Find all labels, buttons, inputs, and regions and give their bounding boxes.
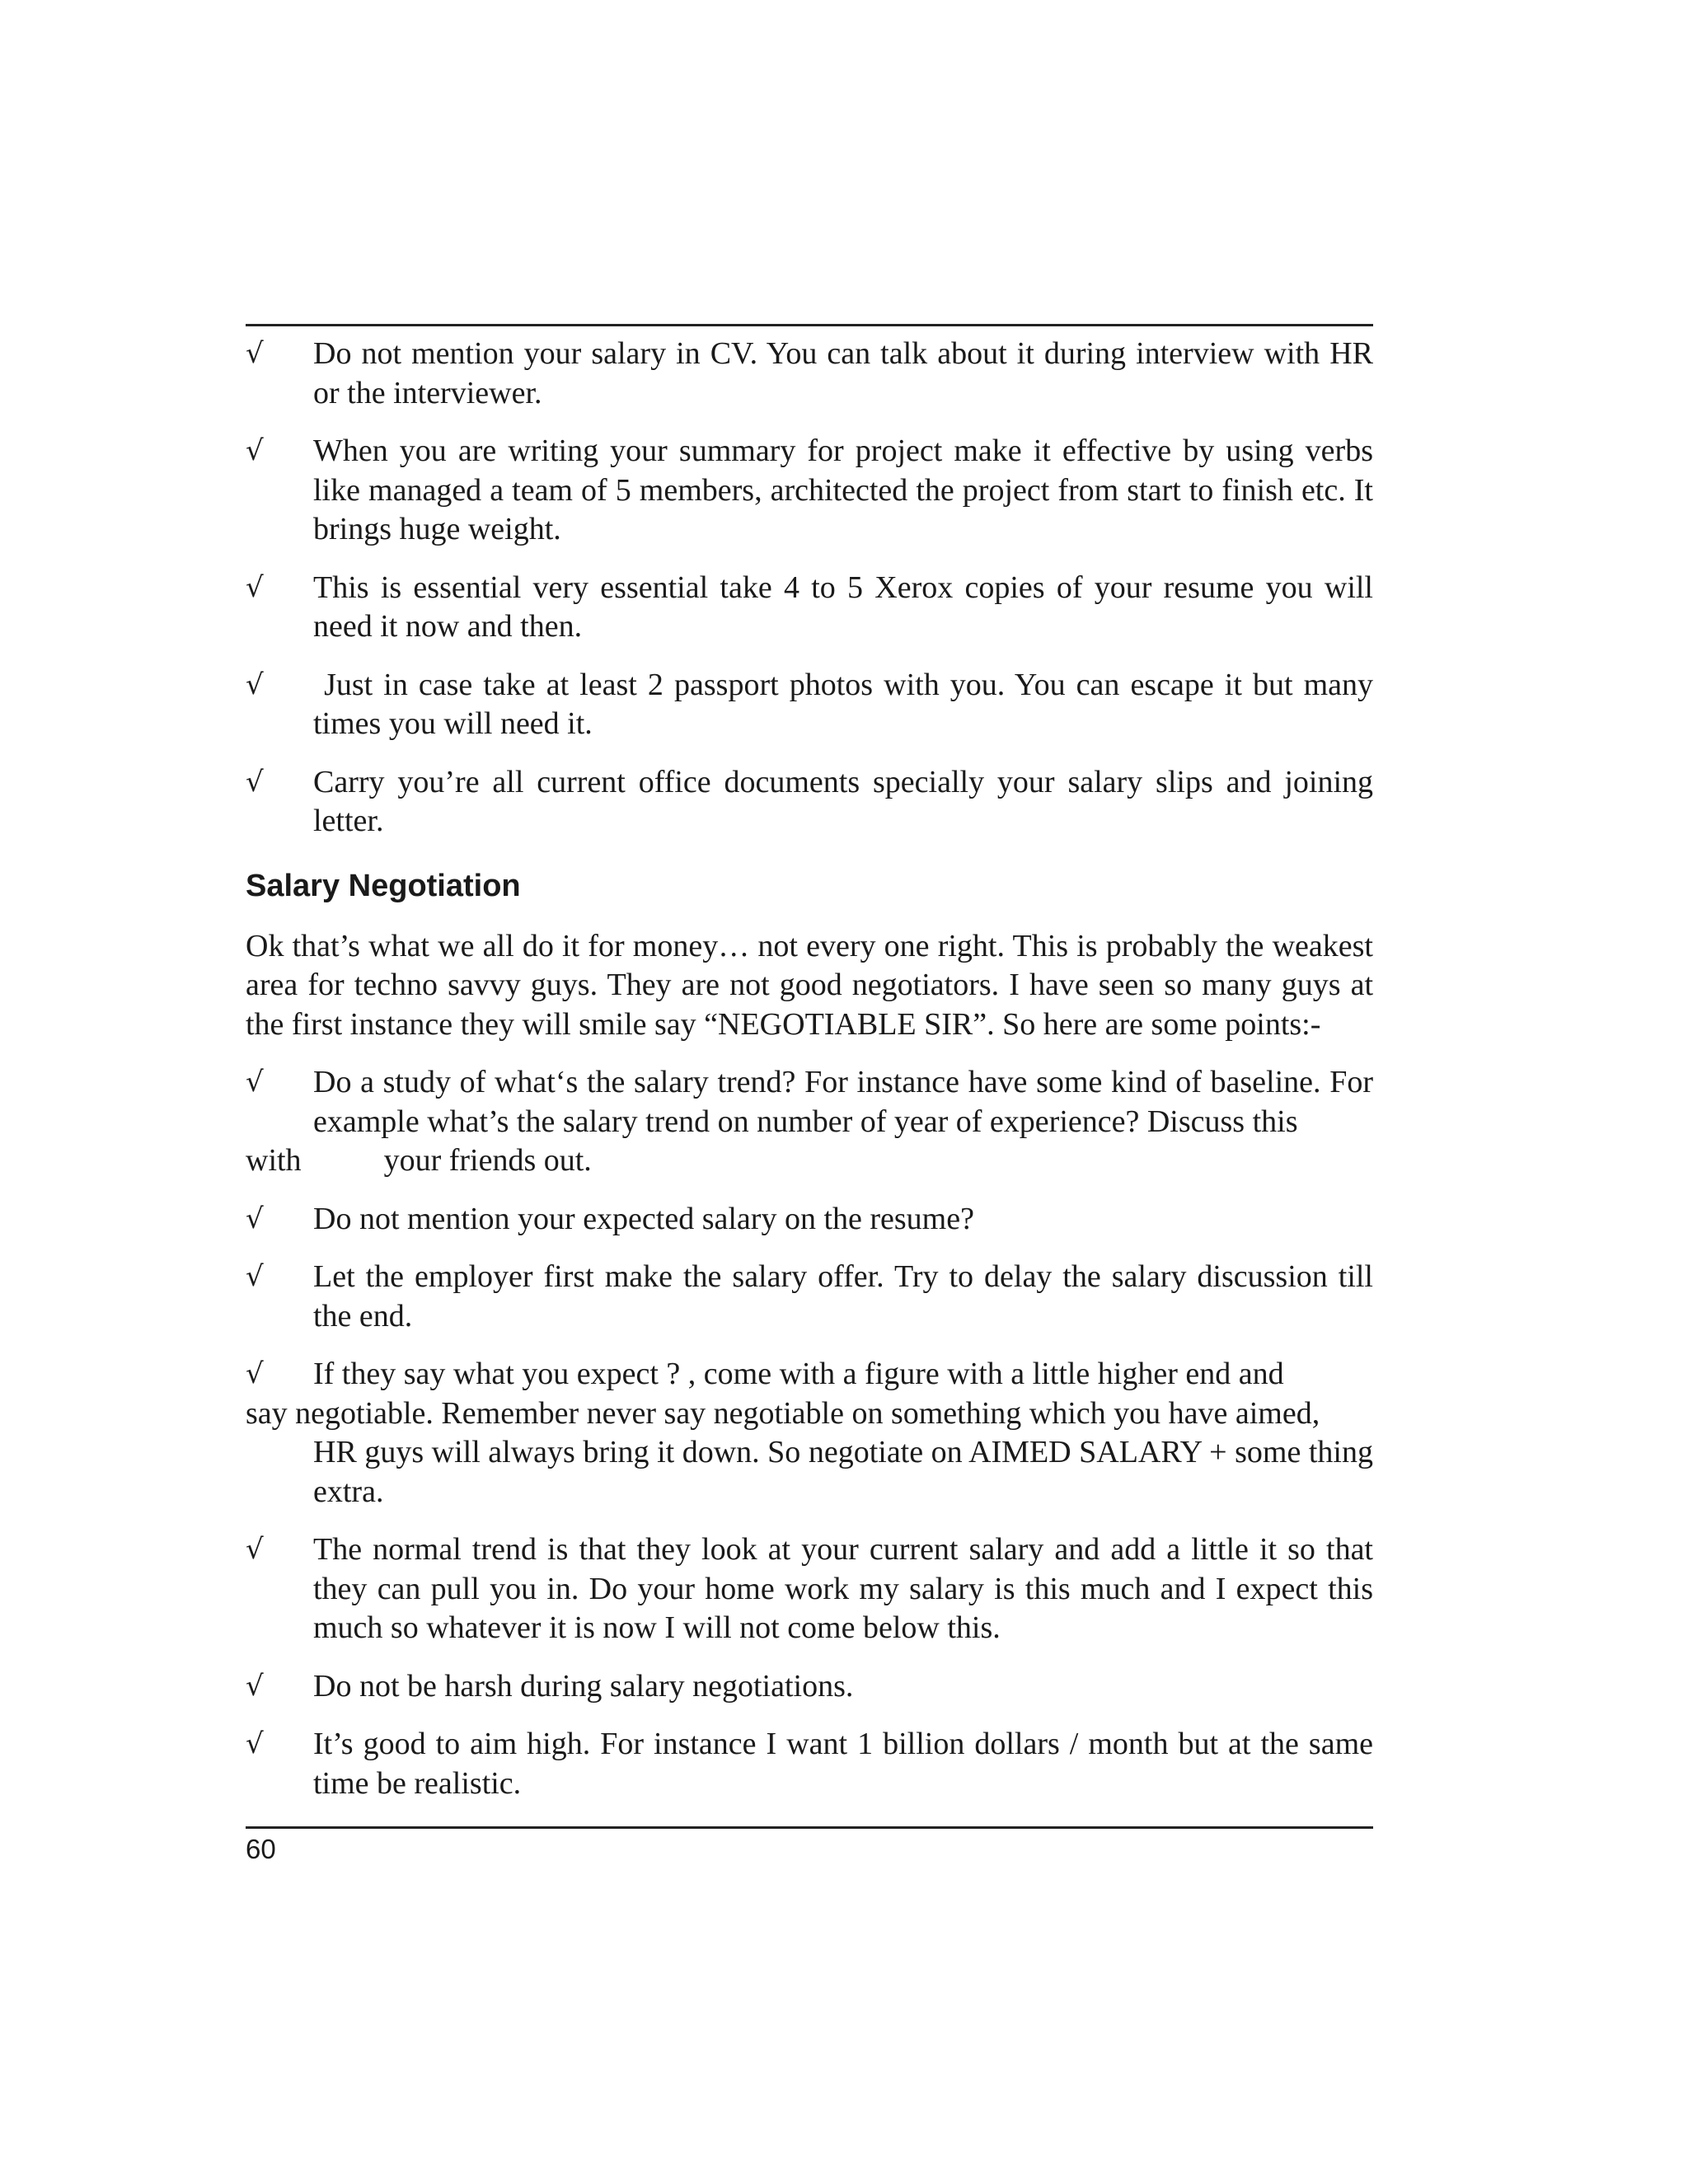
list-item <box>246 432 1373 550</box>
page-number: 60 <box>246 1834 276 1864</box>
intro-paragraph: Ok that’s what we all do it for money… not every one right. This is probably the weakest area for techno savvy guys. They are not good negotiators. I have seen so many guys at the first instance they will smile say “NEGOTIABLE SIR”. So here are some points:- <box>246 928 1373 1042</box>
list-item-continuation: say negotiable. Remember never say negotiable on something which you have aimed, <box>246 1395 1320 1431</box>
list-item <box>246 763 1373 841</box>
list-item-continuation-rest: your friends out. <box>383 1143 592 1178</box>
list-item <box>246 1725 1373 1803</box>
checkmark-icon: √ <box>246 1066 264 1099</box>
list-item <box>246 1258 1373 1336</box>
list-item <box>246 1530 1373 1648</box>
list-item <box>246 335 1373 413</box>
list-item-text: It’s good to aim high. For instance I want 1 billion dollars / month but at the same time be realistic. <box>313 1727 1373 1801</box>
list-item <box>246 1063 1373 1181</box>
checkmark-icon: √ <box>246 765 264 799</box>
list-item-text: Carry you’re all current office documents specially your salary slips and joining letter. <box>313 764 1373 838</box>
checkmark-icon: √ <box>246 1202 264 1235</box>
checkmark-icon: √ <box>246 668 264 701</box>
list-item-text: Do not mention your salary in CV. You can talk about it during interview with HR or the interviewer. <box>313 336 1373 410</box>
list-item-text: If they say what you expect ? , come with a figure with a little higher end and <box>313 1357 1284 1391</box>
list-item <box>246 1667 1373 1707</box>
checkmark-icon: √ <box>246 570 264 604</box>
checkmark-icon: √ <box>246 1533 264 1566</box>
bottom-rule <box>246 1826 1373 1829</box>
list-item-text: Just in case take at least 2 passport photos with you. You can escape it but many times you will need it. <box>313 667 1381 741</box>
section-heading: Salary Negotiation <box>246 868 521 903</box>
list-item-text: When you are writing your summary for project make it effective by using verbs like managed a team of 5 members, architected the project from start to finish etc. It brings huge weight. <box>313 434 1373 546</box>
list-item-text: Do not mention your expected salary on the resume? <box>313 1201 974 1236</box>
list-item <box>246 569 1373 647</box>
checkmark-icon: √ <box>246 1260 264 1293</box>
top-rule <box>246 324 1373 326</box>
checkmark-icon: √ <box>246 1669 264 1703</box>
list-item-text: The normal trend is that they look at your current salary and add a little it so that they can pull you in. Do your home work my salary is this much and I expect this much so whatever it is now I will not come below this. <box>313 1532 1373 1645</box>
checkmark-icon: √ <box>246 434 264 467</box>
page-content <box>246 335 1381 1822</box>
list-item-continuation <box>246 1141 1373 1181</box>
checkmark-icon: √ <box>246 1357 264 1390</box>
checkmark-icon: √ <box>246 337 264 370</box>
list-item <box>246 666 1381 744</box>
list-item-text: Do a study of what‘s the salary trend? For instance have some kind of baseline. For example what’s the salary trend on number of year of experience? Discuss this <box>313 1065 1373 1139</box>
list-item-text: Let the employer first make the salary offer. Try to delay the salary discussion till the end. <box>313 1259 1373 1333</box>
list-item-continuation: HR guys will always bring it down. So negotiate on AIMED SALARY + some thing extra. <box>313 1435 1373 1509</box>
list-item-continuation-lead: with <box>246 1143 302 1178</box>
list-item-text: Do not be harsh during salary negotiations. <box>313 1668 854 1704</box>
list-item <box>246 1355 1373 1511</box>
list-item <box>246 1200 1373 1240</box>
checkmark-icon: √ <box>246 1727 264 1760</box>
list-item-text: This is essential very essential take 4 to 5 Xerox copies of your resume you will need it now and then. <box>313 569 1373 644</box>
